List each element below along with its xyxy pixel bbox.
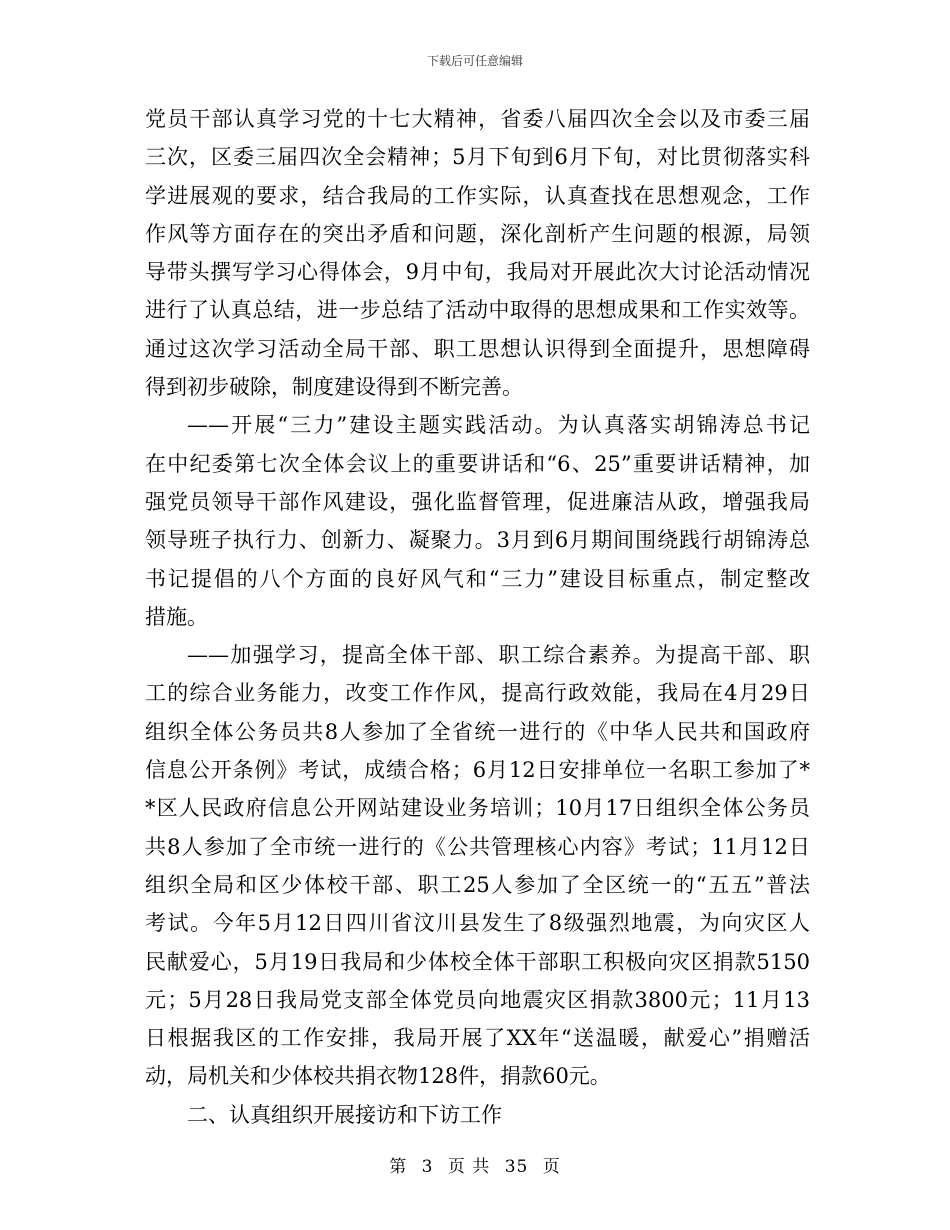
text-line: 措施。 [145, 604, 208, 629]
text-line: 共8人参加了全市统一进行的《公共管理核心内容》考试；11月12日 [145, 834, 810, 859]
page-header-note: 下载后可任意编辑 [426, 54, 523, 68]
text-line: 领导班子执行力、创新力、凝聚力。3月到6月期间围绕践行胡锦涛总 [145, 528, 810, 553]
text-line: 在中纪委第七次全体会议上的重要讲话和“6、25”重要讲话精神，加 [145, 451, 810, 476]
text-line: 信息公开条例》考试，成绩合格；6月12日安排单位一名职工参加了* [145, 758, 810, 783]
text-line: 日根据我区的工作安排，我局开展了XX年“送温暖，献爱心”捐赠活 [145, 1026, 810, 1051]
text-line: 二、认真组织开展接访和下访工作 [187, 1102, 502, 1127]
footer-suffix: 页 [542, 1157, 561, 1177]
text-line: *区人民政府信息公开网站建设业务培训；10月17日组织全体公务员 [145, 796, 810, 821]
text-line: 得到初步破除，制度建设得到不断完善。 [145, 375, 523, 400]
text-line: 通过这次学习活动全局干部、职工思想认识得到全面提升，思想障碍 [145, 336, 810, 361]
text-line: 书记提倡的八个方面的良好风气和“三力”建设目标重点，制定整改 [145, 566, 810, 591]
text-line: 导带头撰写学习心得体会，9月中旬，我局对开展此次大讨论活动情况 [145, 260, 810, 285]
page-footer [0, 1152, 950, 1177]
text-line: 进行了认真总结，进一步总结了活动中取得的思想成果和工作实效等。 [145, 298, 810, 323]
text-line: 强党员领导干部作风建设，强化监督管理，促进廉洁从政，增强我局 [145, 489, 810, 514]
text-line: 动，局机关和少体校共捐衣物128件，捐款60元。 [145, 1064, 611, 1089]
text-line: ——加强学习，提高全体干部、职工综合素养。为提高干部、职 [187, 643, 810, 668]
text-line: 党员干部认真学习党的十七大精神，省委八届四次全会以及市委三届 [145, 107, 810, 131]
footer-prefix: 第 [389, 1157, 408, 1177]
text-line: 元；5月28日我局党支部全体党员向地震灾区捐款3800元；11月13 [145, 987, 810, 1012]
text-line: 民献爱心，5月19日我局和少体校全体干部职工积极向灾区捐款5150 [145, 949, 810, 974]
text-line: 工的综合业务能力，改变工作作风，提高行政效能，我局在4月29日 [145, 681, 810, 706]
footer-total-pages: 35 [504, 1157, 529, 1177]
text-line: 三次，区委三届四次全会精神；5月下旬到6月下旬，对比贯彻落实科 [145, 145, 810, 170]
text-line: 学进展观的要求，结合我局的工作实际，认真查找在思想观念，工作 [145, 183, 810, 208]
text-line: 考试。今年5月12日四川省汶川县发生了8级强烈地震，为向灾区人 [145, 911, 810, 936]
footer-middle: 页 共 [447, 1157, 491, 1177]
text-line: ——开展“三力”建设主题实践活动。为认真落实胡锦涛总书记 [187, 413, 810, 438]
text-line: 组织全局和区少体校干部、职工25人参加了全区统一的“五五”普法 [145, 872, 810, 897]
text-line: 作风等方面存在的突出矛盾和问题，深化剖析产生问题的根源，局领 [145, 221, 810, 246]
text-line: 组织全体公务员共8人参加了全省统一进行的《中华人民共和国政府 [145, 719, 810, 744]
footer-page-number: 3 [421, 1157, 434, 1177]
document-body [145, 100, 810, 1134]
